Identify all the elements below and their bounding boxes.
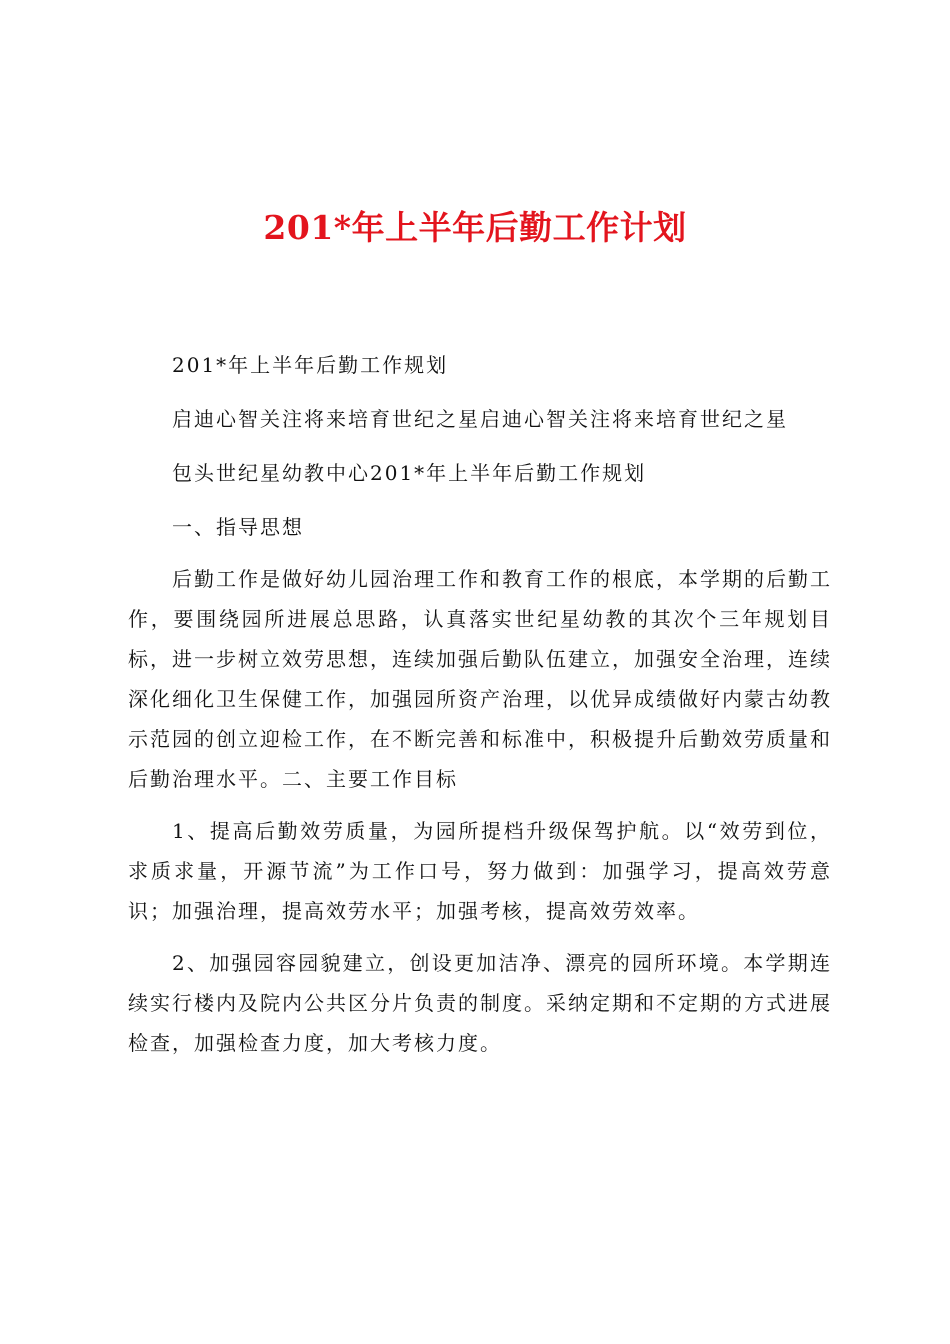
paragraph-guiding-ideas: 后勤工作是做好幼儿园治理工作和教育工作的根底，本学期的后勤工作，要围绕园所进展总思路，认真落实世纪星幼教的其次个三年规划目标，进一步树立效劳思想，连续加强后勤队伍建立，加强安全治理，连续深化细化卫生保健工作，加强园所资产治理，以优异成绩做好内蒙古幼教示范园的创立迎检工作，在不断完善和标准中，积极提升后勤效劳质量和后勤治理水平。二、主要工作目标 (128, 567, 832, 791)
paragraph-goal-1: 1、提高后勤效劳质量，为园所提档升级保驾护航。以“效劳到位，求质求量，开源节流”为工作口号，努力做到：加强学习，提高效劳意识；加强治理，提高效劳水平；加强考核，提高效劳效率。 (128, 819, 832, 923)
paragraph-subtitle: 201*年上半年后勤工作规划 (172, 353, 449, 377)
paragraph-organization: 包头世纪星幼教中心201*年上半年后勤工作规划 (172, 461, 647, 485)
document-body (128, 345, 832, 1063)
paragraph-goal-2: 2、加强园容园貌建立，创设更加洁净、漂亮的园所环境。本学期连续实行楼内及院内公共区分片负责的制度。采纳定期和不定期的方式进展检查，加强检查力度，加大考核力度。 (128, 951, 832, 1055)
section-heading-guiding-ideas: 一、指导思想 (172, 515, 304, 539)
paragraph-motto: 启迪心智关注将来培育世纪之星启迪心智关注将来培育世纪之星 (172, 407, 788, 431)
document-title: 201*年上半年后勤工作计划 (263, 208, 687, 247)
